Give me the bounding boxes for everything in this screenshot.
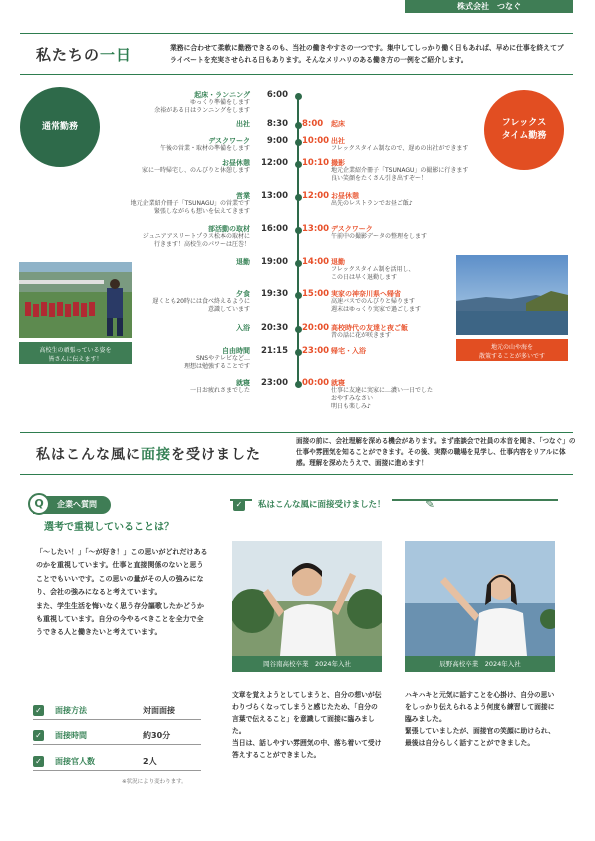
timeline-dot [295,349,302,356]
person1-photo [232,541,382,656]
person2-caption: 辰野高校卒業 2024年入社 [405,656,555,672]
flex-work-badge: フレックス タイム勤務 [484,90,564,170]
company-tag: 株式会社 つなぐ [405,0,573,13]
flex-activity [331,120,491,128]
normal-activity-desc: 遅くとも20時には食べ終えるように 意識しています [152,298,250,313]
timeline-dot [295,227,302,234]
normal-activity-label: 部活動の取材 [208,225,250,233]
timeline-dot [295,260,302,267]
footnote: ※状況により変わります。 [122,779,187,785]
flex-activity-desc: 出先のレストランでお昼ご飯♪ [331,200,413,207]
normal-time: 9:00 [266,136,288,146]
flex-time: 14:00 [302,257,330,267]
normal-activity-desc: SNSやテレビなど… 理想は勉強することです [183,355,250,370]
photo-left-caption: 高校生の頑張っている姿を 皆さんに伝えます！ [19,342,132,364]
normal-time: 21:15 [260,346,288,356]
normal-activity-desc: 家に一時帰宅し、のんびりと休憩します [141,167,250,174]
soccer-team-image [19,262,132,338]
normal-time: 20:30 [260,323,288,333]
flex-activity [331,137,491,153]
section2-intro: 面接の前に、会社理解を深める機会があります。まず座談会で社員の本音を聞き、「つなぐ」の仕事や雰囲気を知ることができます。その後、実際の職場を見学し、仕事内容をリアルに体感。理解を深めたうえで、面接に進めます！ [296,437,576,467]
normal-time: 19:00 [260,257,288,267]
normal-time: 13:00 [260,191,288,201]
section1-title-pre: 私たちの [36,46,101,64]
section2-title-accent: 面接 [141,447,171,463]
normal-time: 16:00 [260,224,288,234]
section1-title-accent: 一日 [100,46,133,64]
flex-time: 00:00 [302,378,330,388]
flex-time: 23:00 [302,346,330,356]
normal-activity-desc: ゆっくり準備をします 余裕がある日はランニングをします [154,99,250,114]
flex-activity-label: お昼休憩 [331,192,359,200]
flex-time: 20:00 [302,323,330,333]
sea-landscape-image [456,255,568,335]
interview-duration-label: 面接時間 [55,731,87,740]
male-graduate-image [232,541,382,656]
normal-time: 8:30 [266,119,288,129]
question-heading: 選考で重視していることは？ [44,522,174,533]
normal-activity-label: デスクワーク [208,137,250,145]
person2-text: ハキハキと元気に話すことを心掛け、自分の思いをしっかり伝えられるよう何度も練習して面接に臨みました。 緊張していましたが、面接官の笑顔に助けられ、最後は自分らしく話すことができました。 [405,691,555,747]
right-column-title: 私はこんな風に面接受けました！ [252,498,392,510]
normal-activity [35,379,250,395]
flex-activity-desc: 午前中の撮影データの整理をします [331,233,428,240]
q-icon: Q [28,493,50,515]
normal-activity [35,192,250,216]
flex-activity-label: 高校時代の友達と夜ご飯 [331,324,408,332]
timeline-dot [295,122,302,129]
flex-activity-label: 起床 [331,120,345,128]
flex-activity-label: 撮影 [331,159,345,167]
normal-activity-label: 起床・ランニング [194,91,250,99]
normal-activity [35,159,250,175]
timeline-dot [295,292,302,299]
flex-activity [331,379,491,411]
section2-header-divider [20,474,573,475]
check-icon: ✓ [33,756,44,767]
timeline-dot [295,93,302,100]
section1-title [36,44,132,65]
flex-time: 12:00 [302,191,330,201]
interviewer-count-row [33,755,201,771]
flex-activity-desc: フレックスタイム制なので、遅めの出社ができます [331,145,469,152]
flex-activity-desc: 昔の話に花が咲きます [331,332,392,339]
flex-activity-label: 実家の神奈川県へ帰省 [331,290,401,298]
normal-activity-desc: 午後の営業・取材の準備をします [159,145,250,152]
normal-activity [35,137,250,153]
flex-activity-label: デスクワーク [331,225,373,233]
section2-title-post: を受けました [171,447,261,463]
normal-activity-desc: ジュニアアスリートプラス松本の取材に 行きます！高校生のパワーは圧巻！ [142,233,250,248]
person2-photo [405,541,555,656]
flex-activity [331,159,491,183]
flex-activity-desc: 仕事に友達に実家に…濃い一日でした おやすみなさい 明日も楽しみ♪ [331,387,434,410]
normal-activity-desc: 地元企業紹介冊子「TSUNAGU」の営業です 緊張しながらも想いを伝えてきます [130,200,250,215]
normal-time: 23:00 [260,378,288,388]
flex-activity [331,225,491,241]
question-answer: 「〜したい！」「〜が好き！」この思いがどれだけあるのかを重視しています。仕事と直接関係のないと思うことでもいいです。この思いの量がその人の強みになり、会社の強みになると考えています。 また、学生生活を悔いなく思う存分謳歌したかどうかも重視しています。自分の今やるべきことを全力で全うできる人と働きたいと考えています。 [36,548,208,637]
normal-activity-label: 自由時間 [222,347,250,355]
flex-time: 10:00 [302,136,330,146]
timeline-dot [295,139,302,146]
normal-activity-label: 入浴 [236,324,250,332]
interview-method-row [33,704,201,720]
flex-activity-desc: 高速バスでのんびりと帰ります 週末はゆっくり実家で過ごします [331,298,421,313]
check-icon: ✓ [33,705,44,716]
flex-activity [331,192,491,208]
photo-local-sea [456,255,568,361]
flex-time: 13:00 [302,224,330,234]
timeline-dot [295,161,302,168]
normal-work-badge: 通常勤務 [20,87,100,167]
section1-intro: 業務に合わせて柔軟に勤務できるのも、当社の働きやすさの一つです。集中してしっかり働く日もあれば、早めに仕事を終えてプライベートを充実させられる日もあります。そんなメリハリのある働き方の一例をご紹介します。 [170,44,564,64]
interview-method-value: 対面面接 [143,706,175,715]
section1-top-divider [20,33,573,34]
photo-high-school-soccer [19,262,132,364]
flex-activity-label: 出社 [331,137,345,145]
section2-title [36,444,261,464]
interviewer-count-label: 面接官人数 [55,757,95,766]
flex-time: 10:10 [302,158,330,168]
interview-duration-value: 約30分 [143,731,171,740]
female-graduate-image [405,541,555,656]
flex-time: 15:00 [302,289,330,299]
normal-activity [35,120,250,128]
flex-activity-label: 退勤 [331,258,345,266]
normal-time: 12:00 [260,158,288,168]
check-icon: ✓ [233,499,245,511]
normal-activity-label: お昼休憩 [222,159,250,167]
timeline-dot [295,381,302,388]
person1-caption: 岡谷南高校卒業 2024年入社 [232,656,382,672]
check-icon: ✓ [33,730,44,741]
timeline-dot [295,194,302,201]
section2-top-divider [20,432,573,433]
flex-activity-label: 帰宅・入浴 [331,347,366,355]
photo-right-caption: 地元の山や海を 散策することが多いです [456,339,568,361]
interview-duration-row [33,729,201,745]
timeline-dot [295,326,302,333]
section1-header-divider [20,74,573,75]
flex-activity-desc: 地元企業紹介冊子「TSUNAGU」の撮影に行きます 良い笑顔をたくさん引き出すぞー！ [331,167,469,182]
normal-activity-label: 夕食 [236,290,250,298]
normal-time: 19:30 [260,289,288,299]
normal-activity [35,91,250,115]
interview-method-label: 面接方法 [55,706,87,715]
pencil-icon: ✎ [425,497,436,511]
interviewer-count-value: 2人 [143,757,157,766]
normal-activity-label: 営業 [236,192,250,200]
normal-activity-label: 就寝 [236,379,250,387]
normal-time: 6:00 [266,90,288,100]
normal-activity-label: 退勤 [236,258,250,266]
normal-activity-desc: 一日お疲れさまでした [189,387,250,394]
section2-title-pre: 私はこんな風に [36,447,141,463]
flex-activity-label: 就寝 [331,379,345,387]
normal-activity [35,225,250,249]
company-question-badge: 企業へ質問 [33,496,111,514]
flex-activity-desc: フレックスタイム制を活用し、 この日は早く退勤します [331,266,415,281]
person1-text: 文章を覚えようとしてしまうと、自分の想いが伝わりづらくなってしまうと感じたため、「自分の言葉で伝えること」を意識して面接に臨みました。 当日は、話しやすい雰囲気の中、落ち着いて受け答えすることができました。 [232,691,382,759]
flex-time: 8:00 [302,119,324,129]
normal-activity-label: 出社 [236,120,250,128]
